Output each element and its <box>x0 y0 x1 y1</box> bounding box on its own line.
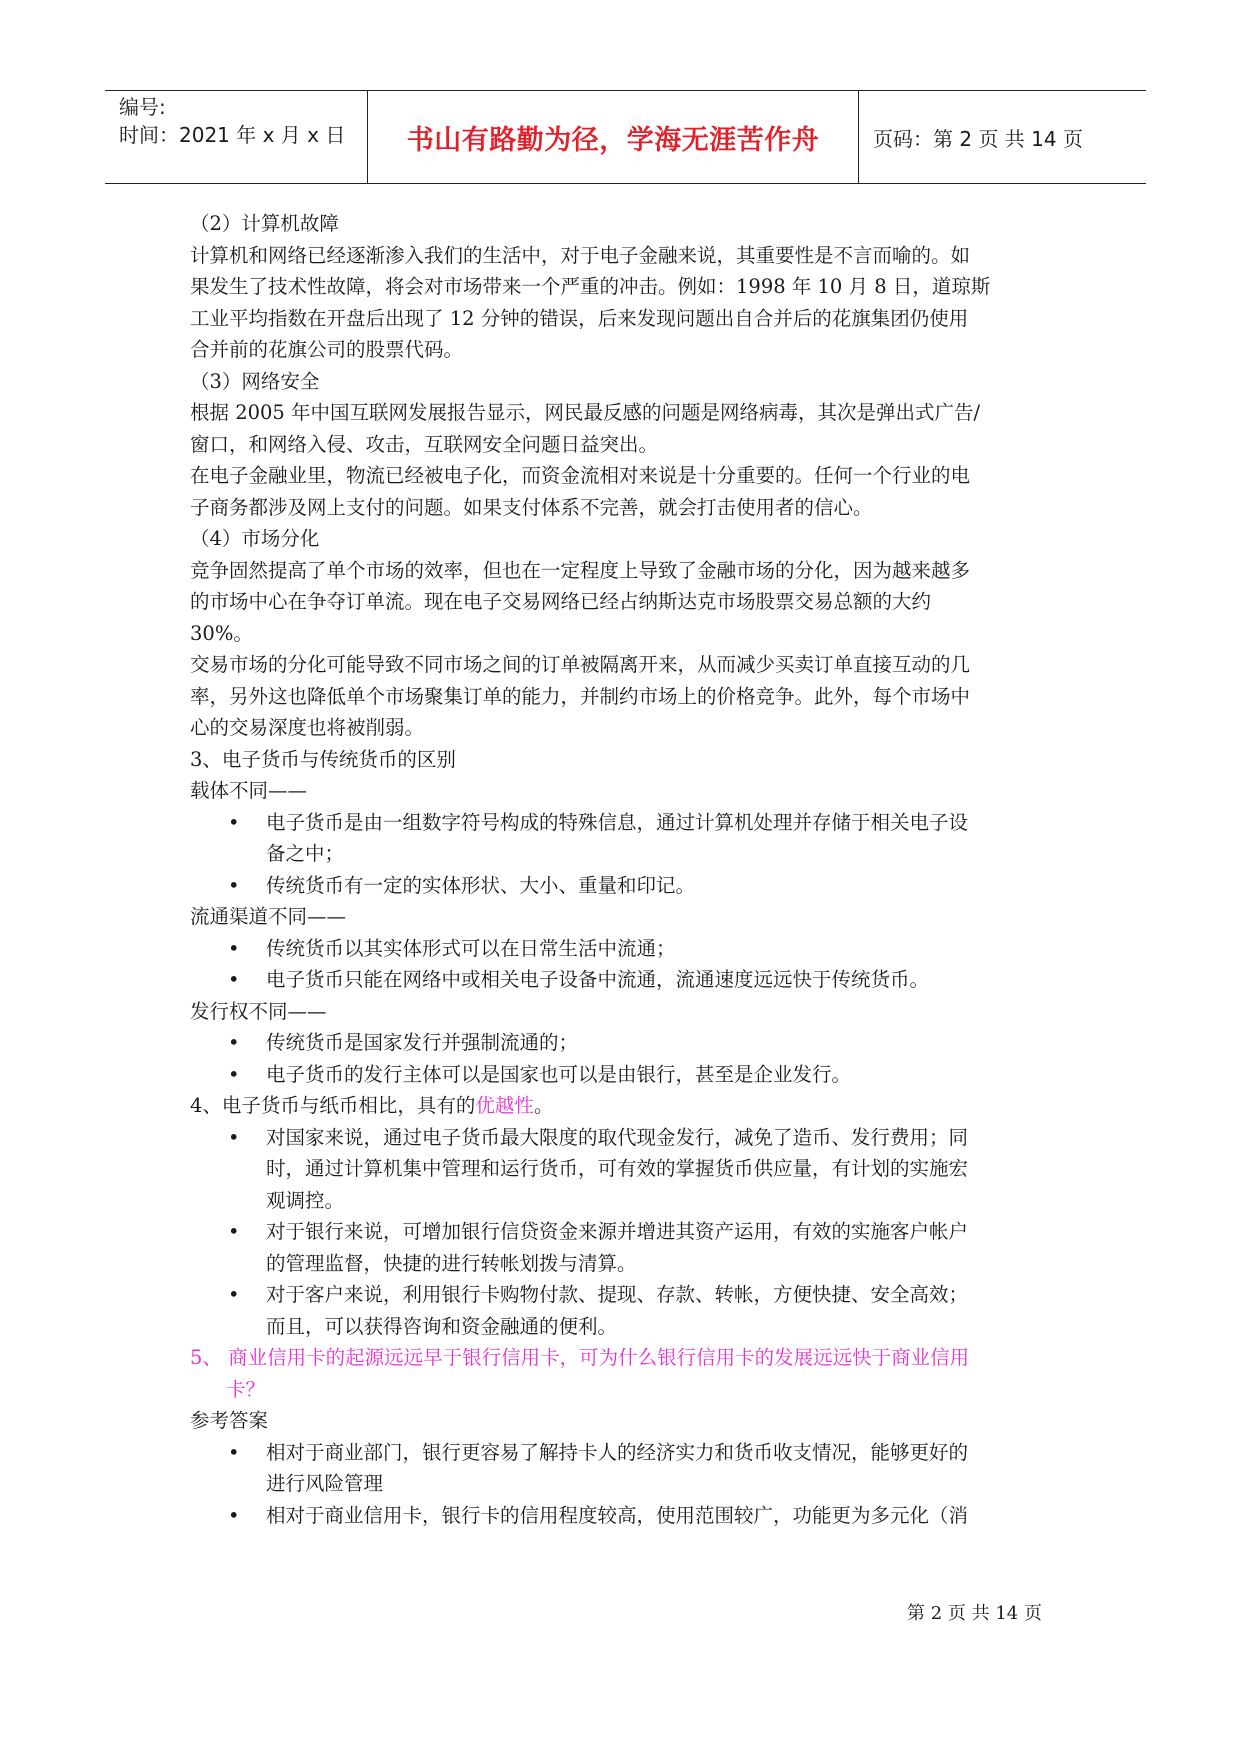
question-continuation: 卡？ <box>226 1377 266 1401</box>
document-number-label: 编号: <box>119 95 166 119</box>
bullet-text: 对于客户来说，利用银行卡购物付款、提现、存款、转帐，方便快捷、安全高效； <box>266 1283 969 1306</box>
line-text-end: 。 <box>533 1094 554 1117</box>
page-header <box>105 90 1146 184</box>
bullet-dot: • <box>228 1503 240 1527</box>
bullet-text: 对国家来说，通过电子货币最大限度的取代现金发行，减免了造币、发行费用；同 <box>266 1125 969 1149</box>
paragraph-line: 的市场中心在争夺订单流。现在电子交易网络已经占纳斯达克市场股票交易总额的大约 <box>190 590 932 613</box>
document-time-label: 时间：2021 年 x 月 x 日 <box>119 123 346 147</box>
paragraph-line: 竞争固然提高了单个市场的效率，但也在一定程度上导致了金融市场的分化，因为越来越多 <box>190 558 971 582</box>
paragraph-line: （4）市场分化 <box>190 527 320 550</box>
paragraph-line: 交易市场的分化可能导致不同市场之间的订单被隔离开来，从而减少买卖订单直接互动的几 <box>190 653 971 676</box>
paragraph-line: 30%。 <box>190 621 253 645</box>
bullet-item <box>190 1279 1066 1311</box>
paragraph-line: 在电子金融业里，物流已经被电子化，而资金流相对来说是十分重要的。任何一个行业的电 <box>190 464 971 487</box>
bullet-dot: • <box>228 1125 240 1149</box>
bullet-text: 对于银行来说，可增加银行信贷资金来源并增进其资产运用，有效的实施客户帐户 <box>266 1220 969 1243</box>
bullet-continuation: 时，通过计算机集中管理和运行货币，可有效的掌握货币供应量，有计划的实施宏 <box>266 1157 969 1180</box>
bullet-dot: • <box>228 810 240 834</box>
header-motto: 书山有路勤为径，学海无涯苦作舟 <box>368 91 859 183</box>
paragraph-line: 3、电子货币与传统货币的区别 <box>190 747 456 771</box>
bullet-text: 相对于商业信用卡，银行卡的信用程度较高，使用范围较广，功能更为多元化（消 <box>266 1503 969 1527</box>
bullet-text: 传统货币以其实体形式可以在日常生活中流通； <box>266 936 676 960</box>
paragraph-line: 载体不同—— <box>190 779 308 802</box>
paragraph-line: 计算机和网络已经逐渐渗入我们的生活中，对于电子金融来说，其重要性是不言而喻的。如 <box>190 243 971 267</box>
bullet-continuation: 而且，可以获得咨询和资金融通的便利。 <box>266 1314 618 1338</box>
bullet-item <box>190 1059 1066 1091</box>
bullet-continuation: 观调控。 <box>266 1188 345 1212</box>
bullet-dot: • <box>228 1062 240 1086</box>
bullet-continuation: 备之中； <box>266 842 345 865</box>
bullet-item <box>190 1500 1066 1532</box>
bullet-dot: • <box>228 873 240 897</box>
paragraph-line: 发行权不同—— <box>190 999 327 1023</box>
paragraph-line: 率，另外这也降低单个市场聚集订单的能力，并制约市场上的价格竞争。此外，每个市场中 <box>190 684 971 708</box>
page-footer: 第 2 页 共 14 页 <box>907 1603 1042 1624</box>
bullet-item <box>190 870 1066 902</box>
question-line: 5、 商业信用卡的起源远远早于银行信用卡，可为什么银行信用卡的发展远远快于商业信用 <box>190 1346 970 1369</box>
paragraph-line: 根据 2005 年中国互联网发展报告显示，网民最反感的问题是网络病毒，其次是弹出式广告/ <box>190 401 981 424</box>
paragraph-line: 参考答案 <box>190 1409 269 1432</box>
highlighted-term: 优越性 <box>475 1094 534 1117</box>
bullet-dot: • <box>228 1440 240 1464</box>
paragraph-line: （3）网络安全 <box>190 369 320 393</box>
header-page-code: 页码：第 2 页 共 14 页 <box>873 126 1083 151</box>
bullet-text: 相对于商业部门，银行更容易了解持卡人的经济实力和货币收支情况，能够更好的 <box>266 1440 969 1464</box>
bullet-item <box>190 1437 1066 1469</box>
bullet-dot: • <box>228 1031 240 1054</box>
bullet-item <box>190 964 1066 996</box>
bullet-item <box>190 1122 1066 1154</box>
bullet-dot: • <box>228 1220 240 1243</box>
header-meta <box>105 91 368 183</box>
paragraph-line: 流通渠道不同—— <box>190 905 347 928</box>
bullet-text: 电子货币是由一组数字符号构成的特殊信息，通过计算机处理并存储于相关电子设 <box>266 810 969 834</box>
paragraph-line: 子商务都涉及网上支付的问题。如果支付体系不完善，就会打击使用者的信心。 <box>190 495 873 519</box>
bullet-continuation: 进行风险管理 <box>266 1472 384 1495</box>
bullet-item <box>190 933 1066 965</box>
paragraph-line: 窗口，和网络入侵、攻击，互联网安全问题日益突出。 <box>190 432 659 456</box>
bullet-item <box>190 1027 1066 1059</box>
paragraph-line: 果发生了技术性故障，将会对市场带来一个严重的冲击。例如：1998 年 10 月 8 日，道琼斯 <box>190 275 991 298</box>
bullet-continuation: 的管理监督，快捷的进行转帐划拨与清算。 <box>266 1251 637 1275</box>
document-body <box>190 208 1066 1531</box>
paragraph-line: 工业平均指数在开盘后出现了 12 分钟的错误，后来发现问题出自合并后的花旗集团仍使用 <box>190 306 969 330</box>
bullet-text: 电子货币的发行主体可以是国家也可以是由银行，甚至是企业发行。 <box>266 1062 852 1086</box>
paragraph-line: （2）计算机故障 <box>190 212 339 235</box>
bullet-text: 电子货币只能在网络中或相关电子设备中流通，流通速度远远快于传统货币。 <box>266 968 930 991</box>
bullet-dot: • <box>228 936 240 960</box>
bullet-item <box>190 1216 1066 1248</box>
paragraph-line: 合并前的花旗公司的股票代码。 <box>190 338 464 361</box>
bullet-dot: • <box>228 968 240 991</box>
bullet-dot: • <box>228 1283 240 1306</box>
paragraph-line <box>190 1090 1066 1122</box>
bullet-item <box>190 807 1066 839</box>
bullet-text: 传统货币是国家发行并强制流通的； <box>266 1031 579 1054</box>
line-text: 4、电子货币与纸币相比，具有的 <box>190 1094 476 1117</box>
bullet-text: 传统货币有一定的实体形状、大小、重量和印记。 <box>266 873 696 897</box>
paragraph-line: 心的交易深度也将被削弱。 <box>190 716 425 739</box>
